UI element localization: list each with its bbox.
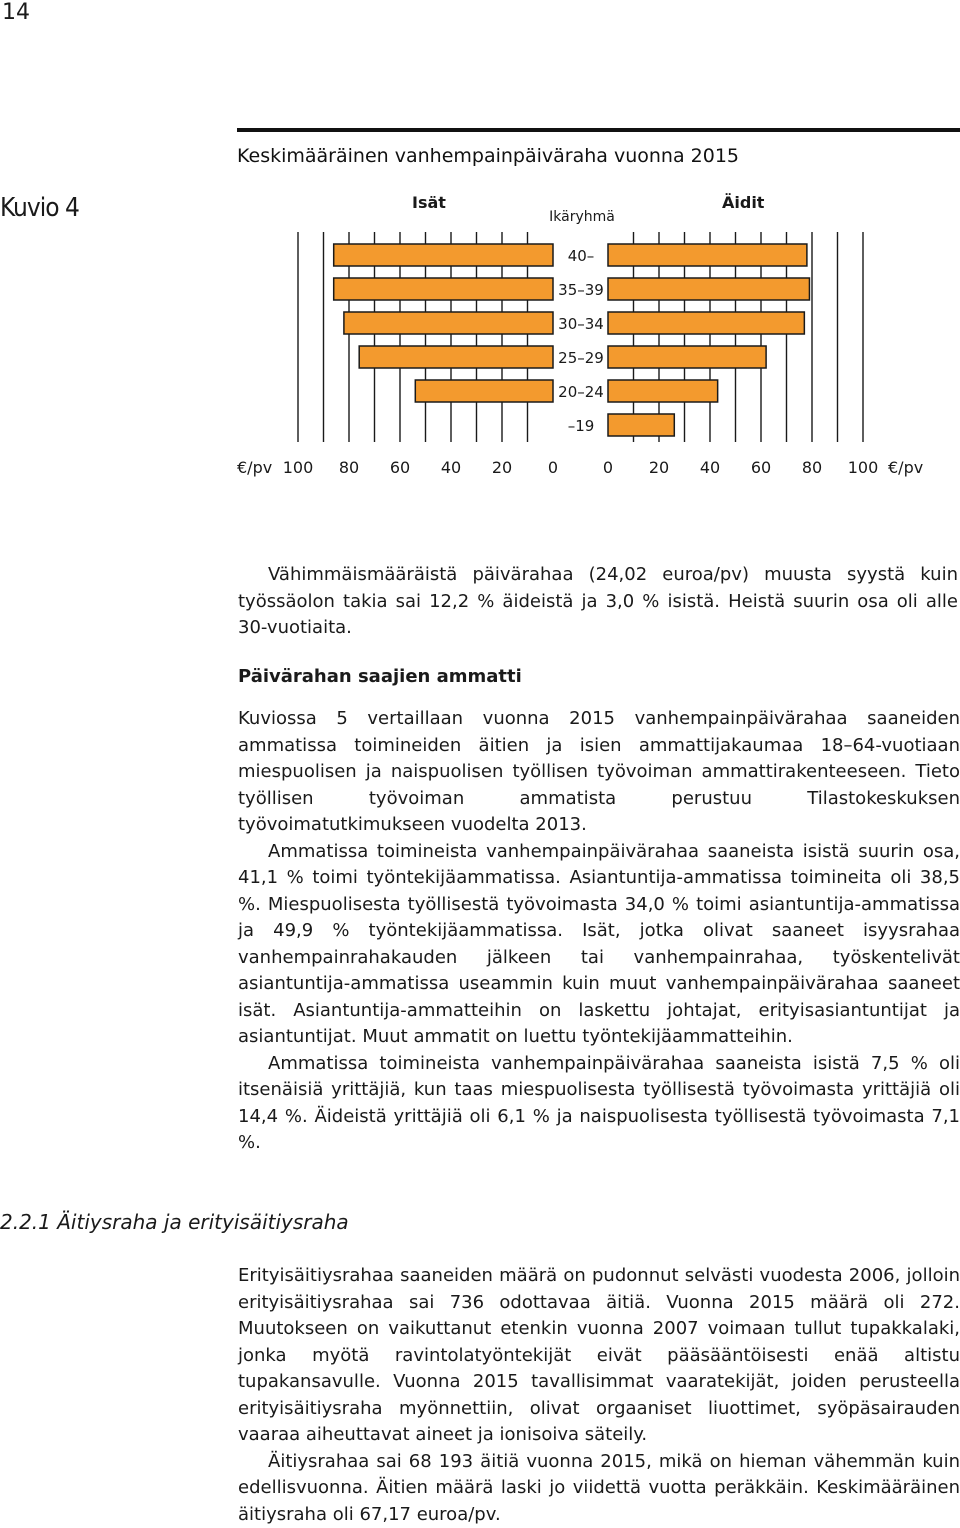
bar-isat-1 — [334, 278, 553, 300]
category-label: 20–24 — [558, 383, 604, 401]
occupation-paragraph-3: Ammatissa toimineista vanhempainpäivärahaa saaneista isistä 7,5 % oli itsenäisiä yrittäjiä, kun taas miespuolisesta työllisestä työvoimasta yrittäjiä oli 14,4 %. Äideistä yrittäjiä oli 6,1 % ja naispuolisesta työllisestä työvoimasta 7,1 %. — [238, 1051, 960, 1157]
bar-aidit-1 — [608, 278, 809, 300]
bar-aidit-4 — [608, 380, 718, 402]
bar-isat-3 — [359, 346, 553, 368]
x-tick-left: 60 — [390, 458, 410, 477]
bar-aidit-5 — [608, 414, 674, 436]
figure-title: Keskimääräinen vanhempainpäiväraha vuonna 2015 — [237, 145, 739, 167]
occupation-paragraph-2: Ammatissa toimineista vanhempainpäivärahaa saaneista isistä suurin osa, 41,1 % toimi työntekijäammatissa. Asiantuntija-ammatissa toimineita oli 38,5 %. Miespuolisesta työllisestä työvoimasta 34,0 % toimi asiantuntija-ammatissa ja 49,9 % työntekijäammatissa. Isät, jotka olivat saaneet isyysrahaa vanhempainrahakauden jälkeen tai vanhempainrahaa, työskentelivät asiantuntija-ammatissa useammin kuin muut vanhempainpäivärahaa saaneet isät. Asiantuntija-ammatteihin on laskettu johtajat, erityisasiantuntijat ja asiantuntijat. Muut ammatit on luettu työntekijäammatteihin. — [238, 839, 960, 1051]
bar-isat-4 — [415, 380, 553, 402]
x-tick-right: 60 — [751, 458, 771, 477]
x-tick-left: 100 — [283, 458, 314, 477]
section-heading: 2.2.1 Äitiysraha ja erityisäitiysraha — [0, 1210, 349, 1234]
left-group-label: Isät — [412, 193, 446, 212]
bar-aidit-3 — [608, 346, 766, 368]
bar-isat-0 — [334, 244, 553, 266]
center-header-label: Ikäryhmä — [549, 209, 615, 225]
category-label: 40– — [568, 247, 595, 265]
category-label: 25–29 — [558, 349, 604, 367]
x-tick-right: 0 — [603, 458, 613, 477]
x-tick-left: 80 — [339, 458, 359, 477]
x-tick-left: 20 — [492, 458, 512, 477]
bar-aidit-2 — [608, 312, 804, 334]
page-number: 14 — [2, 0, 30, 25]
labels — [237, 193, 923, 477]
unit-left-label: €/pv — [237, 458, 272, 477]
unit-right-label: €/pv — [888, 458, 923, 477]
occupation-section — [238, 706, 960, 1157]
x-tick-right: 40 — [700, 458, 720, 477]
maternity-paragraph-2: Äitiysrahaa sai 68 193 äitiä vuonna 2015, mikä on hieman vähemmän kuin edellisvuonna. Äitien määrä laski jo viidettä vuotta peräkkäin. Keskimääräinen äitiysraha oli 67,17 euroa/pv. — [238, 1449, 960, 1528]
bar-isat-2 — [344, 312, 553, 334]
bar-aidit-0 — [608, 244, 807, 266]
occupation-paragraph-1: Kuviossa 5 vertaillaan vuonna 2015 vanhempainpäivärahaa saaneiden ammatissa toimineiden äitien ja isien ammattijakaumaa 18–64-vuotiaan miespuolisen ja naispuolisen työllisen työvoiman ammattirakenteeseen. Tieto työllisen työvoiman ammatista perustuu Tilastokeskuksen työvoimatutkimukseen vuodelta 2013. — [238, 706, 960, 839]
bars — [334, 244, 810, 436]
figure-label: Kuvio 4 — [0, 193, 79, 223]
x-tick-right: 20 — [649, 458, 669, 477]
maternity-paragraph-1: Erityisäitiysrahaa saaneiden määrä on pudonnut selvästi vuodesta 2006, jolloin erityisäitiysrahaa sai 736 odottavaa äitiä. Vuonna 2015 määrä oli 272. Muutokseen on vaikuttanut etenkin vuonna 2007 voimaan tullut tupakkalaki, jonka myötä ravintolatyöntekijät eivät pääsääntöisesti enää altistu tupakansavulle. Vuonna 2015 tavallisimmat vaaratekijät, joiden perusteella erityisäitiysraha myönnettiin, olivat orgaaniset liuottimet, syöpäsairauden vaaraa aiheuttavat aineet ja ionisoiva säteily. — [238, 1263, 960, 1449]
category-label: 35–39 — [558, 281, 604, 299]
x-tick-right: 100 — [848, 458, 879, 477]
x-tick-left: 0 — [548, 458, 558, 477]
category-label: 30–34 — [558, 315, 604, 333]
maternity-section — [238, 1263, 960, 1528]
x-tick-left: 40 — [441, 458, 461, 477]
intro-paragraph — [238, 562, 958, 642]
right-group-label: Äidit — [722, 193, 765, 212]
pyramid-chart — [0, 0, 960, 500]
category-label: –19 — [568, 417, 595, 435]
x-tick-right: 80 — [802, 458, 822, 477]
intro-text: Vähimmäismääräistä päivärahaa (24,02 euroa/pv) muusta syystä kuin työssäolon takia sai 12,2 % äideistä ja 3,0 % isistä. Heistä suurin osa oli alle 30-vuotiaita. — [238, 562, 958, 642]
occupation-heading: Päivärahan saajien ammatti — [238, 666, 522, 687]
